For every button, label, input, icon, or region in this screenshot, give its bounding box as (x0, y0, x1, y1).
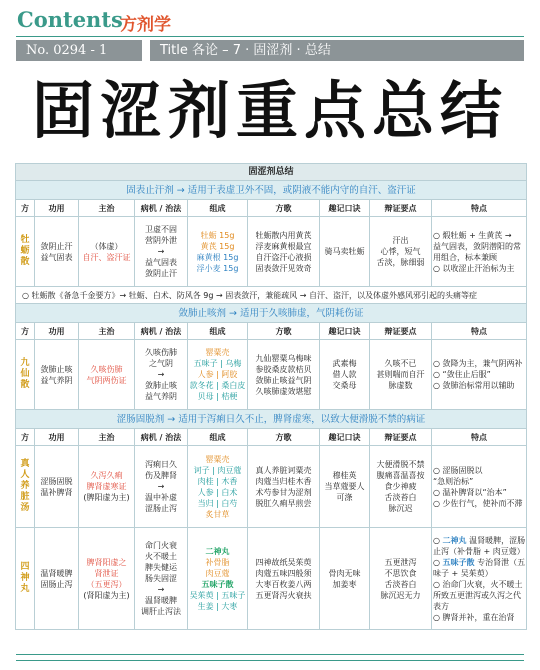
cell-indication: 久咳伤肺 气阴两伤证 (79, 340, 135, 410)
summary-table (15, 163, 527, 630)
formula-name: 九仙散 (16, 340, 35, 410)
col-fangge: 方歌 (248, 200, 320, 217)
cell-function: 敛肺止咳 益气养阴 (35, 340, 79, 410)
cell-function: 敛阴止汗 益气固表 (35, 217, 79, 287)
cell-key-points: 五更泄泻 不思饮食 舌淡苔白 脉沉迟无力 (370, 528, 432, 630)
cell-key-points: 汗出 心悸，短气 舌淡，脉细弱 (370, 217, 432, 287)
cell-song: 牡蛎散内用黄芪 浮麦麻黄根最宜 自汗盗汗心液损 固表敛汗见效奇 (248, 217, 320, 287)
cell-mnemonic: 骨肉无味 加姜枣 (320, 528, 370, 630)
column-header-row: 方 功用 主治 病机 / 治法 组成 方歌 趣记口诀 辩证要点 特点 (16, 323, 527, 340)
col-zhuzhi: 主治 (79, 200, 135, 217)
header-divider (16, 36, 524, 37)
cell-features: ○ 涩肠固脱以 “急则治标” ○ 温补脾肾以“治本” ○ 少佐行气，使补而不滞 (432, 446, 527, 528)
column-header-row: 方 功用 主治 病机 / 治法 组成 方歌 趣记口诀 辩证要点 特点 (16, 429, 527, 446)
cell-features: ○ 煅牡蛎 + 生黄芪 → 益气固表，敛阴潜阳的常用组合，标本兼顾 ○ 以收涩止汗治标为主 (432, 217, 527, 287)
cell-mnemonic: 武素梅 借人款 交桑母 (320, 340, 370, 410)
cell-key-points: 久咳不已 甚则喘而自汗 脉虚数 (370, 340, 432, 410)
contents-label: Contents (17, 7, 123, 32)
footer-divider (16, 660, 524, 661)
col-fang: 方 (16, 200, 35, 217)
cell-key-points: 大便滑脱不禁 腹痛喜温喜按 食少神疲 舌淡苔白 脉沉迟 (370, 446, 432, 528)
table-title: 固涩剂总结 (16, 164, 527, 181)
cell-composition: 二神丸 补骨脂 肉豆蔻 五味子散 吴茱萸 | 五味子 生姜 | 大枣 (188, 528, 248, 630)
cell-composition: 牡蛎 15g 黄芪 15g 麻黄根 15g 浮小麦 15g (188, 217, 248, 287)
cell-pathogenesis: 命门火衰 火不暖土 脾失健运 肠失固涩 → 温肾暖脾 调肝止泻法 (135, 528, 188, 630)
section-header-1: 固表止汗剂 → 适用于表虚卫外不固，或阴液不能内守的自汗、盗汗证 (16, 181, 527, 200)
cell-pathogenesis: 泻痢日久 伤及脾肾 → 温中补虚 涩肠止泻 (135, 446, 188, 528)
cell-pathogenesis: 卫虚不固 营阴外泄 → 益气固表 敛阴止汗 (135, 217, 188, 287)
formula-name: 牡蛎散 (16, 217, 35, 287)
table-row (16, 217, 527, 287)
cell-pathogenesis: 久咳伤肺 之气阴 → 敛肺止咳 益气养阴 (135, 340, 188, 410)
subject-label: 方剂学 (120, 15, 171, 35)
cell-composition: 罂粟壳 诃子 | 肉豆蔻 肉桂 | 木香 人参 | 白术 当归 | 白芍 炙甘草 (188, 446, 248, 528)
section-header-3: 涩肠固脱剂 → 适用于泻痢日久不止，脾肾虚寒，以致大便滑脱不禁的病证 (16, 410, 527, 429)
note-number: No. 0294 - 1 (16, 40, 142, 61)
cell-function: 温肾暖脾 固肠止泻 (35, 528, 79, 630)
cell-song: 真人养脏诃粟壳 肉蔻当归桂木香 术芍参甘为涩剂 脱肛久痢早煎尝 (248, 446, 320, 528)
col-tedian: 特点 (432, 200, 527, 217)
col-zucheng: 组成 (188, 200, 248, 217)
table-row (16, 528, 527, 630)
cell-indication: （体虚） 自汗、盗汗证 (79, 217, 135, 287)
cell-indication: 脾肾阳虚之 肾泄证 （五更泻） (肾阳虚为主) (79, 528, 135, 630)
cell-composition: 罂粟壳 五味子 | 乌梅 人参 | 阿胶 款冬花 | 桑白皮 贝母 | 桔梗 (188, 340, 248, 410)
cell-features: ○ 敛降为主，兼气阴两补 ○ “敛住止后服” ○ 敛肺治标常用以辅助 (432, 340, 527, 410)
col-bianzheng: 辩证要点 (370, 200, 432, 217)
cell-song: 四神故纸吴茱萸 肉蔻五味四般须 大枣百枚姜八两 五更肾泻火衰扶 (248, 528, 320, 630)
col-gongyong: 功用 (35, 200, 79, 217)
cell-indication: 久泻久痢 脾肾虚寒证 (脾阳虚为主) (79, 446, 135, 528)
note-title: Title 各论 – 7 · 固涩剂 · 总结 (150, 40, 524, 61)
column-header-row (16, 200, 527, 217)
table-row (16, 446, 527, 528)
section-header-2: 敛肺止咳剂 → 适用于久咳肺虚，气阴耗伤证 (16, 304, 527, 323)
cell-function: 涩肠固脱 温补脾肾 (35, 446, 79, 528)
cell-mnemonic: 骑马卖牡蛎 (320, 217, 370, 287)
cell-features: ○ 二神丸 温肾暖脾，涩肠止泻（补骨脂 + 肉豆蔻） ○ 五味子散 专治肾泄（五味子 + 吴茱萸） ○ 治命门火衰，火不暖土所致五更泄泻或久泻之代表方 ○ 脾肾并补，重在治肾 (432, 528, 527, 630)
note-row: ○ 牡蛎散《备急千金要方》→ 牡蛎、白术、防风各 9g → 固表敛汗，兼能疏风 → 自汗、盗汗，以及体虚外感风邪引起的头痛等症 (16, 287, 527, 304)
col-quji: 趣记口诀 (320, 200, 370, 217)
formula-name: 四神丸 (16, 528, 35, 630)
col-bingji: 病机 / 治法 (135, 200, 188, 217)
formula-name: 真人养脏汤 (16, 446, 35, 528)
big-title: 固涩剂重点总结 (31, 74, 508, 147)
cell-song: 九仙罂粟乌梅味 参胶桑皮款桔贝 敛肺止咳益气阴 久咳肺虚效堪慰 (248, 340, 320, 410)
page-header (0, 0, 540, 76)
cell-mnemonic: 穆桂英 当草蔻要人 可涤 (320, 446, 370, 528)
table-row (16, 340, 527, 410)
footer-divider (16, 654, 524, 655)
